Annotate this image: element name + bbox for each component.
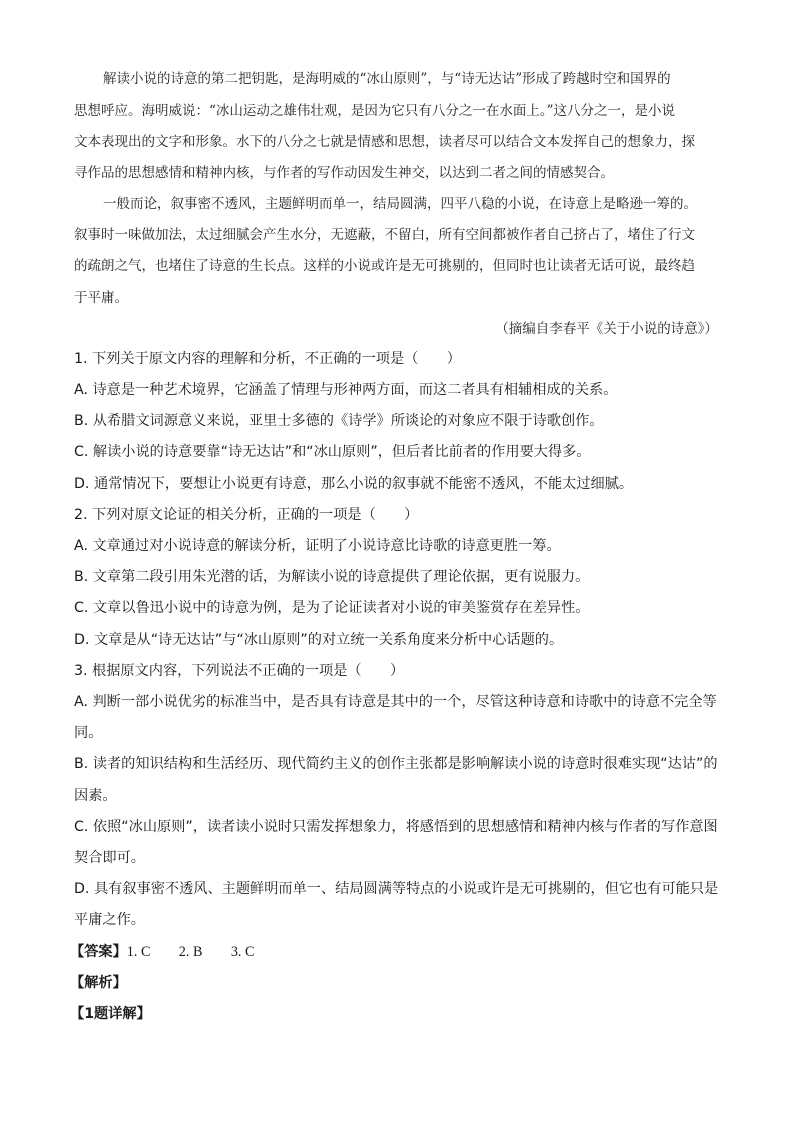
q3-option-a-line-2: 同。 bbox=[74, 725, 103, 741]
q3-option-d-line-1: D. 具有叙事密不透风、主题鲜明而单一、结局圆满等特点的小说或许是无可挑剔的，但它也有可能只是 bbox=[74, 881, 719, 897]
q3-option-b-line-1: B. 读者的知识结构和生活经历、现代简约主义的创作主张都是影响解读小说的诗意时很难实现“达诂”的 bbox=[74, 756, 718, 772]
q3-option-c-line-1: C. 依照“冰山原则”，读者读小说时只需发挥想象力，将感悟到的思想感情和精神内核与作者的写作意图 bbox=[74, 819, 718, 835]
q2-stem: 2. 下列对原文论证的相关分析，正确的一项是（ ） bbox=[74, 507, 419, 523]
passage-p1-line-4: 寻作品的思想感情和精神内核，与作者的写作动因发生神交，以达到二者之间的情感契合。 bbox=[74, 165, 614, 181]
q3-option-d-line-2: 平庸之作。 bbox=[74, 912, 145, 928]
q1-detail-label: 【1题详解】 bbox=[70, 1006, 151, 1022]
answer-values: 1. C 2. B 3. C bbox=[126, 944, 255, 960]
q1-option-c: C. 解读小说的诗意要靠“诗无达诂”和“冰山原则”，但后者比前者的作用要大得多。 bbox=[74, 444, 591, 460]
q1-stem: 1. 下列关于原文内容的理解和分析，不正确的一项是（ ） bbox=[74, 351, 461, 367]
q2-option-d: D. 文章是从“诗无达诂”与“冰山原则”的对立统一关系角度来分析中心话题的。 bbox=[74, 632, 564, 648]
q1-option-a: A. 诗意是一种艺术境界，它涵盖了情理与形神两方面，而这二者具有相辅相成的关系。 bbox=[74, 382, 618, 398]
q1-option-b: B. 从希腊文词源意义来说，亚里士多德的《诗学》所谈论的对象应不限于诗歌创作。 bbox=[74, 413, 604, 429]
answer-label: 【答案】 bbox=[70, 944, 127, 960]
q1-option-d: D. 通常情况下，要想让小说更有诗意，那么小说的叙事就不能密不透风，不能太过细腻。 bbox=[74, 476, 634, 492]
q3-option-a-line-1: A. 判断一部小说优劣的标准当中，是否具有诗意是其中的一个，尽管这种诗意和诗歌中的诗意不完全等 bbox=[74, 694, 717, 710]
q3-stem: 3. 根据原文内容，下列说法不正确的一项是（ ） bbox=[74, 663, 405, 679]
q2-option-b: B. 文章第二段引用朱光潜的话，为解读小说的诗意提供了理论依据，更有说服力。 bbox=[74, 569, 590, 585]
passage-p2-line-3: 的疏朗之气，也堵住了诗意的生长点。这样的小说或许是无可挑剔的，但同时也让读者无话可说，最终趋 bbox=[74, 258, 695, 274]
passage-source: （摘编自李春平《关于小说的诗意》） bbox=[495, 321, 718, 337]
passage-p2-line-4: 于平庸。 bbox=[74, 290, 128, 306]
passage-p2-line-1: 一般而论，叙事密不透风，主题鲜明而单一，结局圆满，四平八稳的小说，在诗意上是略逊一筹的。 bbox=[103, 196, 697, 212]
analysis-label: 【解析】 bbox=[70, 975, 127, 991]
passage-p1-line-2: 思想呼应。海明威说：“冰山运动之雄伟壮观，是因为它只有八分之一在水面上。”这八分之一，是小说 bbox=[74, 103, 676, 119]
q3-option-b-line-2: 因素。 bbox=[74, 788, 117, 804]
q2-option-c: C. 文章以鲁迅小说中的诗意为例，是为了论证读者对小说的审美鉴赏存在差异性。 bbox=[74, 600, 590, 616]
passage-p2-line-2: 叙事时一味做加法，太过细腻会产生水分，无遮蔽，不留白，所有空间都被作者自己挤占了，堵住了行文 bbox=[74, 227, 695, 243]
answer-line bbox=[70, 941, 254, 961]
passage-p1-line-1: 解读小说的诗意的第二把钥匙，是海明威的“冰山原则”，与“诗无达诂”形成了跨越时空和国界的 bbox=[103, 71, 671, 87]
q2-option-a: A. 文章通过对小说诗意的解读分析，证明了小说诗意比诗歌的诗意更胜一筹。 bbox=[74, 538, 561, 554]
passage-p1-line-3: 文本表现出的文字和形象。水下的八分之七就是情感和思想，读者尽可以结合文本发挥自己的想象力，探 bbox=[74, 134, 695, 150]
q3-option-c-line-2: 契合即可。 bbox=[74, 850, 145, 866]
